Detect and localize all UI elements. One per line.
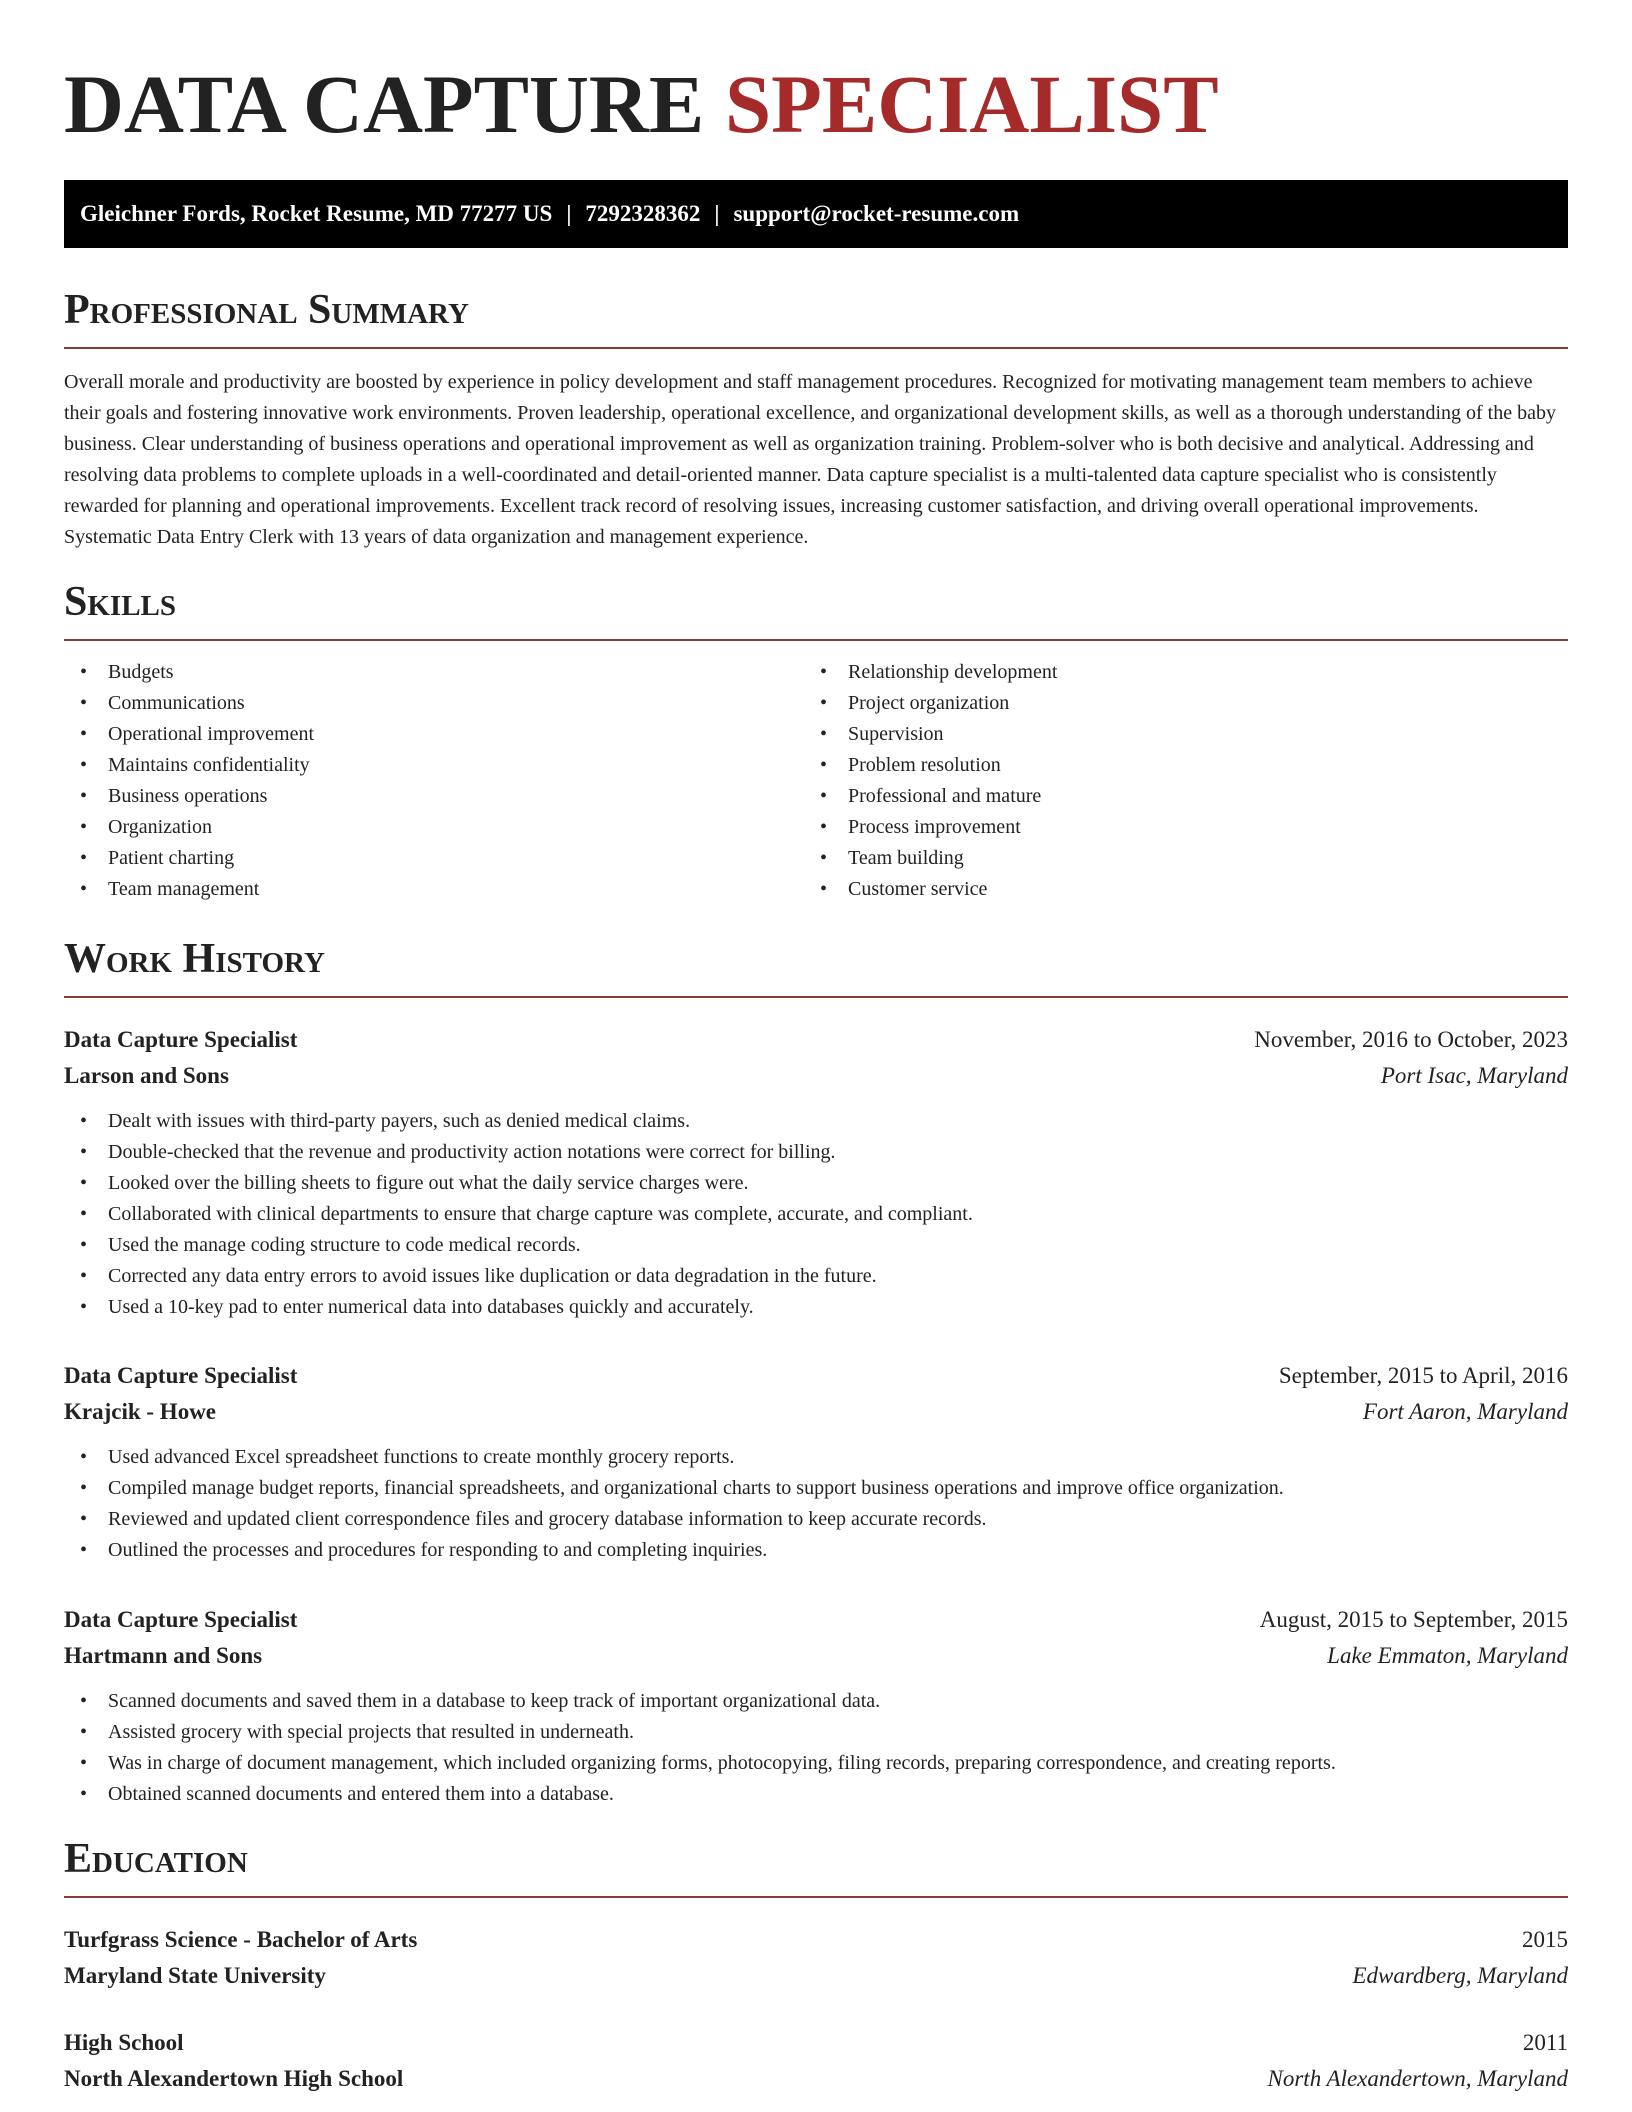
skills-list-left bbox=[64, 657, 804, 905]
page-title bbox=[64, 0, 1568, 150]
job-entry bbox=[64, 1602, 1568, 1810]
section-divider bbox=[64, 639, 1568, 641]
title-accent: SPECIALIST bbox=[724, 58, 1219, 150]
skill-item: • Professional and mature bbox=[804, 781, 1544, 812]
education-location: Edwardberg, Maryland bbox=[1352, 1963, 1568, 1988]
contact-separator: | bbox=[566, 201, 572, 226]
skill-item: • Relationship development bbox=[804, 657, 1544, 688]
job-location: Lake Emmaton, Maryland bbox=[1327, 1643, 1568, 1668]
job-location: Port Isac, Maryland bbox=[1380, 1063, 1568, 1088]
title-main: DATA CAPTURE bbox=[64, 58, 705, 150]
job-bullet: • Dealt with issues with third-party payers, such as denied medical claims. bbox=[64, 1106, 1568, 1137]
skill-item: • Organization bbox=[64, 812, 804, 843]
education-degree: Turfgrass Science - Bachelor of Arts bbox=[64, 1927, 418, 1952]
job-bullet: • Double-checked that the revenue and productivity action notations were correct for billing. bbox=[64, 1137, 1568, 1168]
education-header-row bbox=[64, 2025, 1568, 2061]
job-bullet: • Used a 10-key pad to enter numerical data into databases quickly and accurately. bbox=[64, 1292, 1568, 1323]
job-bullet: • Collaborated with clinical departments to ensure that charge capture was complete, accurate, and compliant. bbox=[64, 1199, 1568, 1230]
job-company-row bbox=[64, 1058, 1568, 1094]
job-bullet: • Used the manage coding structure to code medical records. bbox=[64, 1230, 1568, 1261]
job-header-row bbox=[64, 1022, 1568, 1058]
contact-email: support@rocket-resume.com bbox=[733, 201, 1020, 226]
summary-section bbox=[64, 285, 1568, 553]
job-company: Larson and Sons bbox=[64, 1063, 229, 1088]
job-bullets bbox=[64, 1686, 1568, 1810]
work-heading: Work History bbox=[64, 936, 325, 982]
skill-item: • Team building bbox=[804, 843, 1544, 874]
job-bullet: • Was in charge of document management, which included organizing forms, photocopying, filing records, preparing correspondence, and creating reports. bbox=[64, 1748, 1568, 1779]
job-bullet: • Reviewed and updated client correspondence files and grocery database information to keep accurate records. bbox=[64, 1504, 1568, 1535]
skill-item: • Business operations bbox=[64, 781, 804, 812]
skill-item: • Budgets bbox=[64, 657, 804, 688]
job-company-row bbox=[64, 1638, 1568, 1674]
education-entry bbox=[64, 2025, 1568, 2097]
job-dates: August, 2015 to September, 2015 bbox=[1259, 1607, 1568, 1632]
job-location: Fort Aaron, Maryland bbox=[1362, 1399, 1568, 1424]
education-entry bbox=[64, 1922, 1568, 1994]
education-header-row bbox=[64, 1922, 1568, 1958]
job-entry bbox=[64, 1358, 1568, 1566]
job-title: Data Capture Specialist bbox=[64, 1363, 298, 1388]
job-header-row bbox=[64, 1602, 1568, 1638]
contact-bar bbox=[64, 180, 1568, 248]
job-bullet: • Assisted grocery with special projects that resulted in underneath. bbox=[64, 1717, 1568, 1748]
education-school: Maryland State University bbox=[64, 1963, 326, 1988]
skill-item: • Team management bbox=[64, 874, 804, 905]
skill-item: • Customer service bbox=[804, 874, 1544, 905]
job-bullet: • Compiled manage budget reports, financial spreadsheets, and organizational charts to support business operations and improve office organization. bbox=[64, 1473, 1568, 1504]
summary-text: Overall morale and productivity are boosted by experience in policy development and staff management procedures. Recognized for motivating management team members to achieve their goals and fostering innovative work environments. Proven leadership, operational excellence, and organizational development skills, as well as a thorough understanding of the baby business. Clear understanding of business operations and operational improvement as well as organization training. Problem-solver who is both decisive and analytical. Addressing and resolving data problems to complete uploads in a well-coordinated and detail-oriented manner. Data capture specialist is a multi-talented data capture specialist who is consistently rewarded for planning and operational improvements. Excellent track record of resolving issues, increasing customer satisfaction, and driving overall operational improvements. Systematic Data Entry Clerk with 13 years of data organization and management experience. bbox=[64, 371, 1556, 548]
job-title: Data Capture Specialist bbox=[64, 1607, 298, 1632]
education-school-row bbox=[64, 1958, 1568, 1994]
job-bullet: • Corrected any data entry errors to avoid issues like duplication or data degradation in the future. bbox=[64, 1261, 1568, 1292]
job-header-row bbox=[64, 1358, 1568, 1394]
job-company: Krajcik - Howe bbox=[64, 1399, 217, 1424]
education-degree: High School bbox=[64, 2030, 184, 2055]
job-dates: September, 2015 to April, 2016 bbox=[1278, 1363, 1568, 1388]
contact-phone: 7292328362 bbox=[585, 201, 701, 226]
education-year: 2015 bbox=[1522, 1927, 1568, 1952]
section-divider bbox=[64, 347, 1568, 349]
job-bullets bbox=[64, 1106, 1568, 1323]
job-bullets bbox=[64, 1442, 1568, 1566]
section-divider bbox=[64, 996, 1568, 998]
contact-separator: | bbox=[714, 201, 720, 226]
summary-heading: Professional Summary bbox=[64, 287, 469, 333]
skills-list-right bbox=[804, 657, 1544, 905]
job-bullet: • Outlined the processes and procedures for responding to and completing inquiries. bbox=[64, 1535, 1568, 1566]
work-section bbox=[64, 934, 1568, 998]
job-bullet: • Used advanced Excel spreadsheet functions to create monthly grocery reports. bbox=[64, 1442, 1568, 1473]
job-bullet: • Scanned documents and saved them in a database to keep track of important organizational data. bbox=[64, 1686, 1568, 1717]
skill-item: • Operational improvement bbox=[64, 719, 804, 750]
skills-columns bbox=[64, 657, 1568, 905]
job-company: Hartmann and Sons bbox=[64, 1643, 263, 1668]
education-year: 2011 bbox=[1522, 2030, 1568, 2055]
skills-heading: Skills bbox=[64, 579, 177, 625]
education-location: North Alexandertown, Maryland bbox=[1267, 2066, 1568, 2091]
job-dates: November, 2016 to October, 2023 bbox=[1254, 1027, 1568, 1052]
job-entry bbox=[64, 1022, 1568, 1323]
contact-address: Gleichner Fords, Rocket Resume, MD 77277 US bbox=[80, 201, 553, 226]
education-school: North Alexandertown High School bbox=[64, 2066, 404, 2091]
job-title: Data Capture Specialist bbox=[64, 1027, 298, 1052]
skill-item: • Process improvement bbox=[804, 812, 1544, 843]
job-bullet: • Looked over the billing sheets to figure out what the daily service charges were. bbox=[64, 1168, 1568, 1199]
skill-item: • Patient charting bbox=[64, 843, 804, 874]
skill-item: • Problem resolution bbox=[804, 750, 1544, 781]
education-school-row bbox=[64, 2061, 1568, 2097]
skill-item: • Project organization bbox=[804, 688, 1544, 719]
skill-item: • Communications bbox=[64, 688, 804, 719]
job-company-row bbox=[64, 1394, 1568, 1430]
skill-item: • Maintains confidentiality bbox=[64, 750, 804, 781]
section-divider bbox=[64, 1896, 1568, 1898]
skills-section bbox=[64, 577, 1568, 905]
skill-item: • Supervision bbox=[804, 719, 1544, 750]
education-section bbox=[64, 1834, 1568, 1898]
job-bullet: • Obtained scanned documents and entered them into a database. bbox=[64, 1779, 1568, 1810]
education-heading: Education bbox=[64, 1836, 248, 1882]
